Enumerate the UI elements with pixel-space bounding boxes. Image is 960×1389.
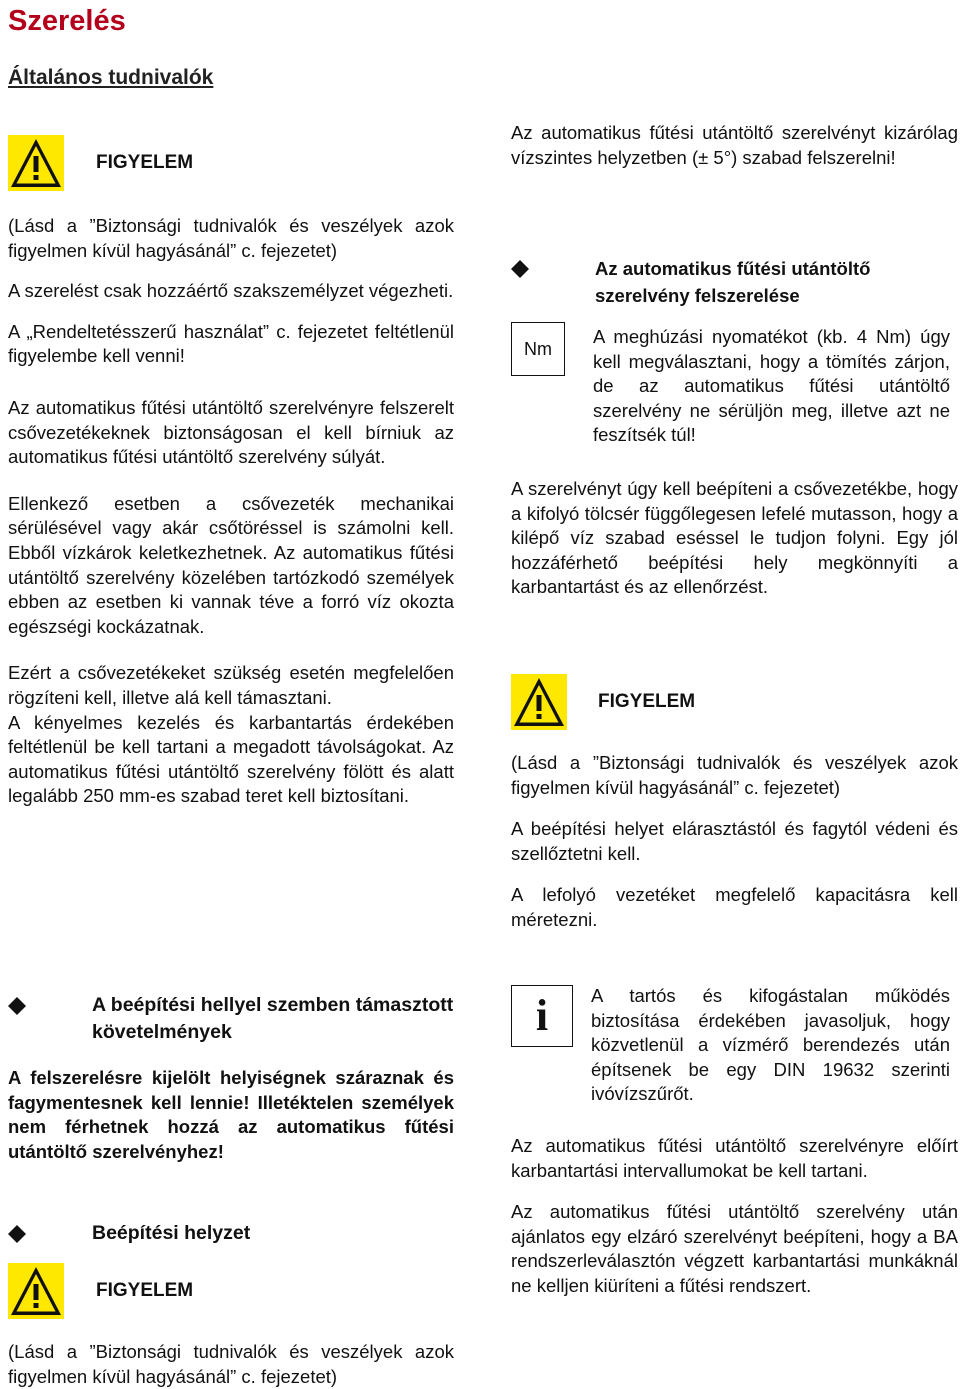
paragraph: Ellenkező esetben a csővezeték mechanikai sérülésével vagy akár csőtöréssel is számolni kell. Ebből vízkárok keletkezhetnek. Az automatikus fűtési utántöltő szerelvény közelében tartózkodó személyek ebben az esetben ki vannak téve a forró víz okozta egészségi kockázatnak. [8, 492, 454, 637]
page-title: Szerelés [8, 5, 126, 37]
warning-triangle-icon [8, 135, 64, 191]
left-bold-paragraph [8, 1066, 454, 1164]
bullet-heading-2 [8, 1220, 454, 1247]
paragraph: A „Rendeltetésszerű használat” c. fejezetet feltétlenül figyelembe kell venni! [8, 320, 454, 367]
nm-label: Nm [524, 338, 552, 359]
left-text-block-2 [8, 1340, 454, 1389]
diamond-bullet-icon [8, 1225, 26, 1243]
paragraph: Az automatikus fűtési utántöltő szerelvényre előírt karbantartási intervallumokat be kell tartani. [511, 1135, 958, 1181]
section-heading: Általános tudnivalók [8, 66, 214, 89]
paragraph: A tartós és kifogástalan működés biztosítása érdekében javasoljuk, hogy közvetlenül a vízmérő berendezés után építsenek be egy DIN 19632 szerinti ivóvízszűrőt. [591, 985, 950, 1105]
paragraph: A lefolyó vezetéket megfelelő kapacitásra kell méretezni. [511, 884, 958, 930]
warning-triangle-icon [8, 1263, 64, 1319]
info-icon [511, 985, 573, 1047]
paragraph: Az automatikus fűtési utántöltő szerelvényre felszerelt csővezetékeknek biztonságosan el kell bírniuk az automatikus fűtési utántöltő szerelvény súlyát. [8, 396, 454, 468]
paragraph: Az automatikus fűtési utántöltő szerelvényt kizárólag vízszintes helyzetben (± 5°) szabad felszerelni! [511, 122, 958, 168]
paragraph: Az automatikus fűtési utántöltő szerelvény után ajánlatos egy elzáró szerelvényt beépíteni, hogy a BA rendszerleválasztón végzett karbantartási munkáknál ne kelljen kiüríteni a fűtési rendszert. [511, 1201, 958, 1296]
paragraph: A szerelést csak hozzáértő szakszemélyzet végezheti. [8, 280, 454, 302]
paragraph: A szerelvényt úgy kell beépíteni a csővezetékbe, hogy a kifolyó tölcsér függőlegesen lefelé mutasson, hogy a kilépő víz szabad eséssel le tudjon folyni. Egy jól hozzáférhető beépítési hely megkönnyíti a karbantartást és az ellenőrzést. [511, 478, 958, 598]
right-text-block-2 [511, 477, 958, 600]
warning-block-3 [511, 674, 695, 730]
bullet-heading-text: Az automatikus fűtési utántöltő szerelvény felszerelése [595, 258, 871, 306]
left-text-block-1 [8, 214, 454, 809]
warning-label: FIGYELEM [598, 691, 696, 712]
diamond-bullet-icon [511, 260, 529, 278]
warning-label: FIGYELEM [96, 1280, 194, 1301]
paragraph: A beépítési helyet elárasztástól és fagytól védeni és szellőztetni kell. [511, 818, 958, 864]
right-torque-paragraph [593, 325, 950, 448]
bullet-heading-1 [8, 992, 454, 1046]
paragraph: Ezért a csővezetékeket szükség esetén megfelelően rögzíteni kell, illetve alá kell támasztani. [8, 662, 454, 708]
torque-nm-icon [511, 322, 565, 376]
bullet-heading-3 [511, 255, 958, 309]
warning-triangle-icon [511, 674, 567, 730]
info-letter: i [535, 991, 549, 1040]
paragraph: A kényelmes kezelés és karbantartás érdekében feltétlenül be kell tartani a megadott távolságokat. Az automatikus fűtési utántöltő szerelvény fölött és alatt legalább 250 mm-es szabad teret kell biztosítani. [8, 711, 454, 807]
bullet-heading-text: A beépítési hellyel szemben támasztott követelmények [92, 994, 454, 1043]
warning-block-1 [8, 135, 193, 191]
right-text-block-3 [511, 751, 958, 933]
paragraph: (Lásd a ”Biztonsági tudnivalók és veszélyek azok figyelmen kívül hagyásánál” c. fejezetet) [8, 1341, 454, 1387]
right-text-block-1 [511, 121, 958, 170]
warning-block-2 [8, 1263, 193, 1319]
paragraph: A meghúzási nyomatékot (kb. 4 Nm) úgy kell megválasztani, hogy a tömítés zárjon, de az automatikus fűtési utántöltő szerelvény ne sérüljön meg, illetve azt ne feszítsék túl! [593, 326, 950, 446]
right-text-block-4 [511, 1134, 958, 1299]
paragraph: (Lásd a ”Biztonsági tudnivalók és veszélyek azok figyelmen kívül hagyásánál” c. fejezetet) [511, 752, 958, 798]
diamond-bullet-icon [8, 997, 26, 1015]
warning-label: FIGYELEM [96, 152, 194, 173]
bullet-heading-text: Beépítési helyzet [92, 1222, 251, 1244]
right-info-paragraph [591, 984, 950, 1107]
paragraph: A felszerelésre kijelölt helyiségnek száraznak és fagymentesnek kell lennie! Illetéktelen személyek nem férhetnek hozzá az automatikus fűtési utántöltő szerelvényhez! [8, 1067, 454, 1162]
paragraph: (Lásd a ”Biztonsági tudnivalók és veszélyek azok figyelmen kívül hagyásánál” c. fejezetet) [8, 215, 454, 261]
